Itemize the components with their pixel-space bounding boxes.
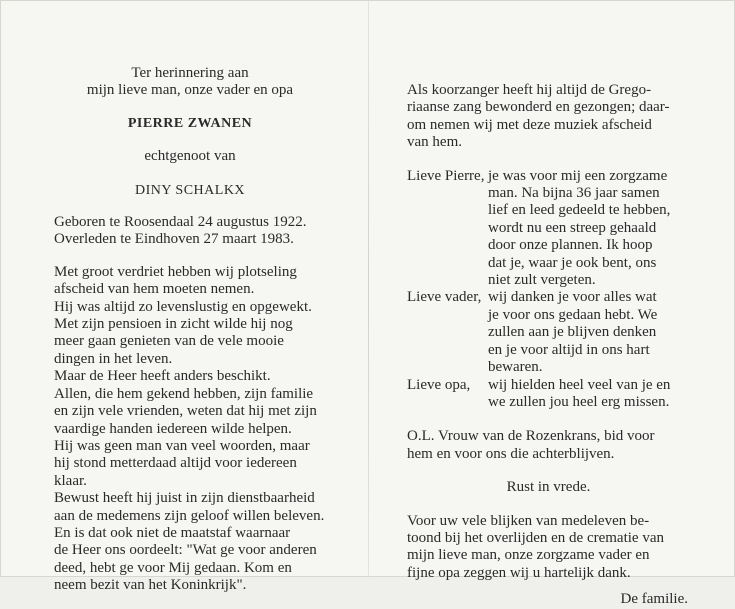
address-line: wordt nu een streep gehaald bbox=[488, 219, 657, 236]
tribute-line: aan de medemens zijn geloof willen beleven. bbox=[54, 507, 325, 524]
tribute-line: meer gaan genieten van de vele mooie bbox=[54, 333, 284, 350]
tribute-line: En is dat ook niet de maatstaf waarnaar bbox=[54, 524, 291, 541]
prayer-paragraph bbox=[407, 428, 690, 463]
address-line: lief en leed gedeeld te hebben, bbox=[488, 202, 671, 219]
tribute-line: Maar de Heer heeft anders beschikt. bbox=[54, 368, 271, 385]
intro-line-2: mijn lieve man, onze vader en opa bbox=[86, 82, 294, 99]
address-line: wij hielden heel veel van je en bbox=[488, 376, 671, 393]
birth-line: Geboren te Roosendaal 24 augustus 1922. bbox=[54, 214, 307, 231]
tribute-line: deed, hebt ge voor Mij gedaan. Kom en bbox=[54, 559, 292, 576]
address-line: door onze plannen. Ik hoop bbox=[488, 237, 653, 254]
address-label: Lieve Pierre, bbox=[407, 167, 485, 184]
intro-line-1: Ter herinnering aan bbox=[131, 65, 249, 81]
address-label: Lieve opa, bbox=[407, 376, 471, 393]
tribute-line: neem bezit van het Koninkrijk". bbox=[54, 577, 247, 594]
address-line: je was voor mij een zorgzame bbox=[488, 167, 668, 184]
choir-line: Als koorzanger heeft hij altijd de Grego- bbox=[407, 82, 652, 98]
tribute-line: Hij was geen man van veel woorden, maar bbox=[54, 437, 310, 454]
address-line: wij danken je voor alles wat bbox=[488, 289, 657, 306]
choir-line: om nemen wij met deze muziek afscheid bbox=[407, 116, 652, 133]
thanks-line: Voor uw vele blijken van medeleven be- bbox=[407, 512, 650, 529]
spouse-label: echtgenoot van bbox=[144, 148, 236, 165]
address-vader bbox=[407, 289, 690, 376]
address-label: Lieve vader, bbox=[407, 289, 482, 306]
right-page bbox=[407, 1, 690, 609]
tribute-line: vaardige handen iedereen wilde helpen. bbox=[54, 420, 292, 437]
rest-in-peace: Rust in vrede. bbox=[506, 479, 591, 496]
address-line: en je voor altijd in ons hart bbox=[488, 341, 650, 358]
tribute-line: Bewust heeft hij juist in zijn dienstbaarheid bbox=[54, 490, 315, 507]
choir-line: van hem. bbox=[407, 134, 462, 151]
address-line: zullen aan je blijven denken bbox=[488, 324, 657, 341]
left-page bbox=[54, 1, 326, 595]
prayer-line: O.L. Vrouw van de Rozenkrans, bid voor bbox=[407, 428, 655, 445]
address-line: je voor ons gedaan hebt. We bbox=[488, 306, 658, 323]
tribute-line: hij stond metterdaad altijd voor iedereen bbox=[54, 455, 297, 472]
choir-paragraph bbox=[407, 82, 690, 152]
tribute-line: afscheid van hem moeten nemen. bbox=[54, 281, 255, 298]
signature: De familie. bbox=[620, 591, 688, 608]
card-fold bbox=[368, 1, 369, 578]
tribute-line: en zijn vele vrienden, weten dat hij met zijn bbox=[54, 403, 317, 420]
address-line: bewaren. bbox=[488, 359, 543, 376]
choir-line: riaanse zang bewonderd en gezongen; daar- bbox=[407, 99, 670, 116]
tribute-text bbox=[54, 264, 326, 595]
spouse-name: DINY SCHALKX bbox=[134, 182, 246, 198]
thanks-line: fijne opa zeggen wij u hartelijk dank. bbox=[407, 564, 631, 581]
address-line: niet zult vergeten. bbox=[488, 272, 596, 289]
death-line: Overleden te Eindhoven 27 maart 1983. bbox=[54, 231, 294, 248]
tribute-line: Met groot verdriet hebben wij plotseling bbox=[54, 263, 297, 280]
address-line: dat je, waar je ook bent, ons bbox=[488, 254, 657, 271]
tribute-line: dingen in het leven. bbox=[54, 350, 173, 367]
deceased-name: PIERRE ZWANEN bbox=[127, 115, 253, 131]
prayer-line: hem en voor ons die achterblijven. bbox=[407, 445, 615, 462]
thanks-line: toond bij het overlijden en de crematie van bbox=[407, 529, 664, 546]
tribute-line: de Heer ons oordeelt: "Wat ge voor anderen bbox=[54, 542, 317, 559]
address-line: man. Na bijna 36 jaar samen bbox=[488, 185, 660, 202]
address-line: we zullen jou heel erg missen. bbox=[488, 393, 670, 410]
tribute-line: klaar. bbox=[54, 472, 87, 489]
tribute-line: Hij was altijd zo levenslustig en opgewekt. bbox=[54, 298, 312, 315]
tribute-line: Met zijn pensioen in zicht wilde hij nog bbox=[54, 316, 293, 333]
tribute-line: Allen, die hem gekend hebben, zijn familie bbox=[54, 385, 314, 402]
thanks-line: mijn lieve man, onze zorgzame vader en bbox=[407, 547, 650, 564]
address-opa bbox=[407, 377, 690, 412]
address-pierre bbox=[407, 168, 690, 290]
thanks-paragraph bbox=[407, 513, 690, 583]
